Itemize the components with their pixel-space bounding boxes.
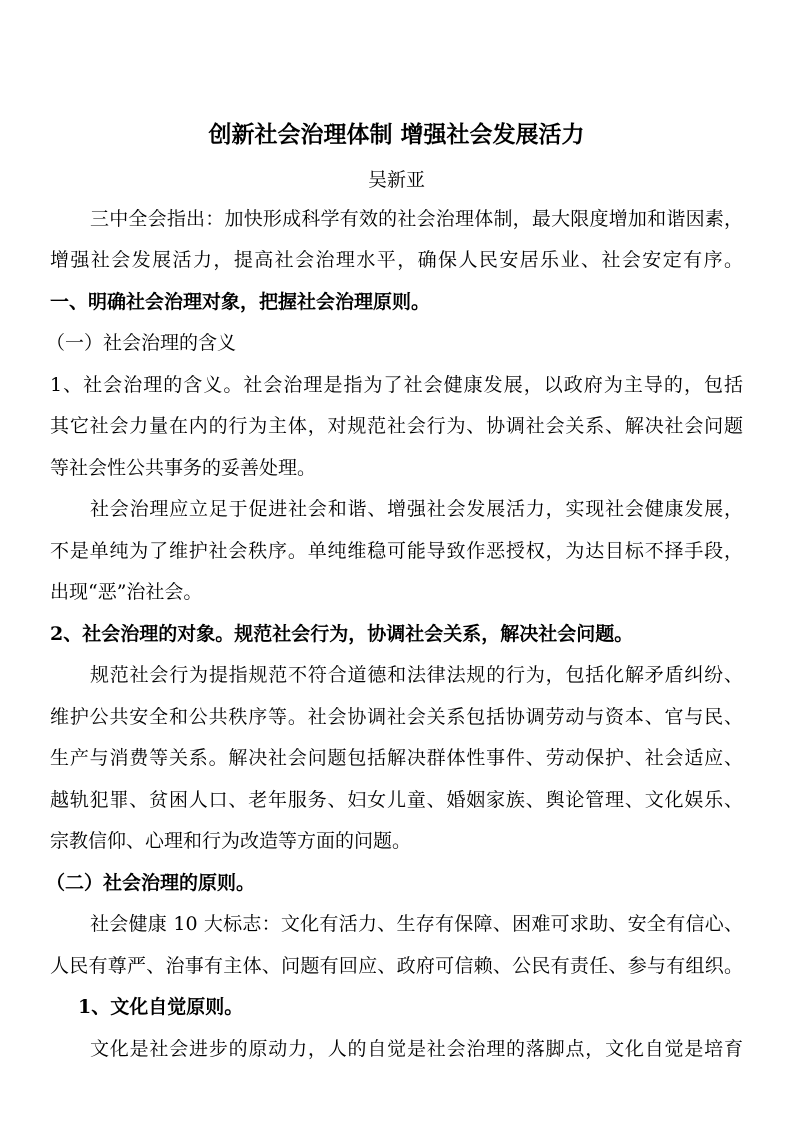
paragraph-line: 维护公共安全和公共秩序等。社会协调社会关系包括协调劳动与资本、官与民、 <box>50 706 743 728</box>
document-author: 吴新亚 <box>367 169 425 191</box>
paragraph-line: 越轨犯罪、贫困人口、老年服务、妇女儿童、婚姻家族、舆论管理、文化娱乐、 <box>50 789 743 811</box>
paragraph-line: 生产与消费等关系。解决社会问题包括解决群体性事件、劳动保护、社会适应、 <box>50 747 743 769</box>
paragraph-line: 社会治理应立足于促进社会和谐、增强社会发展活力，实现社会健康发展， <box>90 498 743 520</box>
principle-heading: 1、文化自觉原则。 <box>78 996 244 1018</box>
subsection-heading: 2、社会治理的对象。规范社会行为，协调社会关系，解决社会问题。 <box>50 623 634 645</box>
paragraph-line: 三中全会指出：加快形成科学有效的社会治理体制，最大限度增加和谐因素， <box>90 208 743 230</box>
paragraph-line: 规范社会行为提指规范不符合道德和法律法规的行为，包括化解矛盾纠纷、 <box>90 664 743 686</box>
paragraph-line: 增强社会发展活力，提高社会治理水平，确保人民安居乐业、社会安定有序。 <box>50 249 743 271</box>
subsection-heading: （一）社会治理的含义 <box>46 332 237 354</box>
subsection-heading: （二）社会治理的原则。 <box>46 872 256 894</box>
paragraph-line: 社会健康 10 大标志：文化有活力、生存有保障、困难可求助、安全有信心、 <box>90 913 743 935</box>
paragraph-line: 等社会性公共事务的妥善处理。 <box>50 457 317 479</box>
paragraph-line: 出现“恶”治社会。 <box>50 581 203 603</box>
paragraph-line: 不是单纯为了维护社会秩序。单纯维稳可能导致作恶授权，为达目标不择手段， <box>50 540 743 562</box>
document-title: 创新社会治理体制 增强社会发展活力 <box>208 121 585 148</box>
paragraph-line: 宗教信仰、心理和行为改造等方面的问题。 <box>50 830 412 852</box>
paragraph-line: 人民有尊严、治事有主体、问题有回应、政府可信赖、公民有责任、参与有组织。 <box>50 955 743 977</box>
section-heading: 一、明确社会治理对象，把握社会治理原则。 <box>50 291 431 313</box>
paragraph-line: 文化是社会进步的原动力，人的自觉是社会治理的落脚点，文化自觉是培育 <box>90 1038 743 1060</box>
paragraph-line: 其它社会力量在内的行为主体，对规范社会行为、协调社会关系、解决社会问题 <box>50 415 743 437</box>
paragraph-line: 1、社会治理的含义。社会治理是指为了社会健康发展，以政府为主导的，包括 <box>50 374 743 396</box>
